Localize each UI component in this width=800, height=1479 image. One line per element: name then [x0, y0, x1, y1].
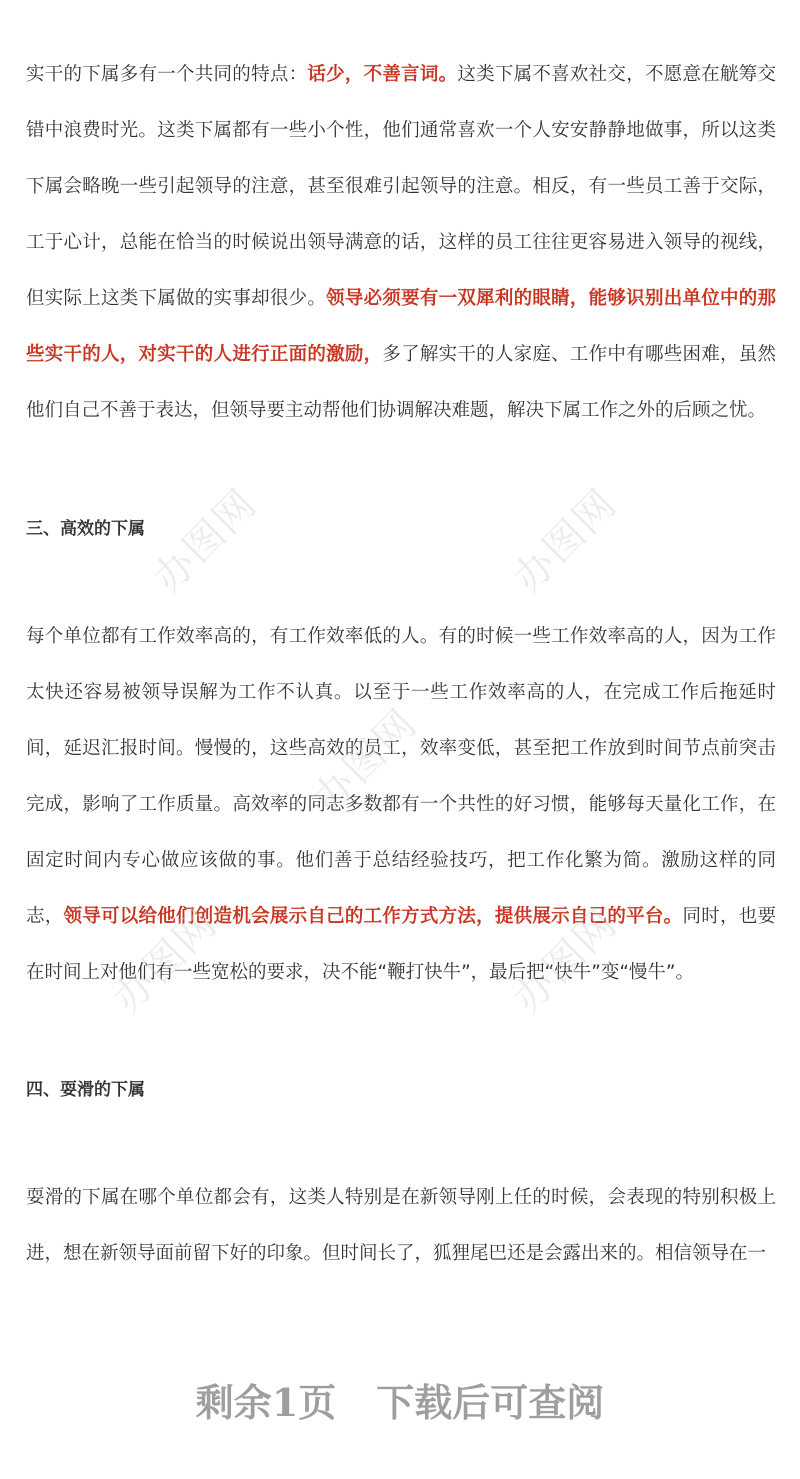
watermark-logo: 办图网 [504, 480, 627, 602]
highlight-text: 话少，不善言词。 [307, 64, 458, 85]
text-run: 多了解实干的人家庭、工作中有哪些困难，虽然他们自己不善于表达，但领导要主动帮他们协调解决难题，解决下属工作之外的后顾之忧。 [26, 344, 776, 421]
highlight-text: 领导必须要有一双犀利的眼睛，能够识别出单位中的那些实干的人，对实干的人进行正面的激励， [26, 288, 776, 365]
section-heading-efficient: 三、高效的下属 [26, 519, 145, 539]
watermark-logo: 办图网 [304, 700, 427, 822]
watermark-logo: 办图网 [144, 480, 267, 602]
remaining-pages-text: 剩余1页 [195, 1380, 337, 1425]
watermark-logo: 办图网 [104, 900, 227, 1022]
watermark-logo: 办图网 [504, 900, 627, 1022]
download-prompt[interactable] [0, 1372, 800, 1427]
text-run: 实干的下属多有一个共同的特点： [26, 64, 308, 85]
text-run: 每个单位都有工作效率高的，有工作效率低的人。有的时候一些工作效率高的人，因为工作太快还容易被领导误解为工作不认真。以至于一些工作效率高的人，在完成工作后拖延时间，延迟汇报时间。慢慢的，这些高效的员工，效率变低，甚至把工作放到时间节点前突击完成，影响了工作质量。高效率的同志多数都有一个共性的好习惯，能够每天量化工作，在固定时间内专心做应该做的事。他们善于总结经验技巧，把工作化繁为简。激励这样的同志， [26, 626, 776, 927]
paragraph-efficient-subordinates [26, 609, 776, 1001]
paragraph-slippery-subordinates [26, 1170, 776, 1282]
paragraph-diligent-subordinates [26, 47, 776, 439]
highlight-text: 领导可以给他们创造机会展示自己的工作方式方法，提供展示自己的平台。 [63, 906, 683, 927]
text-run: 耍滑的下属在哪个单位都会有，这类人特别是在新领导刚上任的时候，会表现的特别积极上进，想在新领导面前留下好的印象。但时间长了，狐狸尾巴还是会露出来的。相信领导在一 [26, 1187, 776, 1264]
text-run: 这类下属不喜欢社交，不愿意在觥筹交错中浪费时光。这类下属都有一些小个性，他们通常喜欢一个人安安静静地做事，所以这类下属会略晚一些引起领导的注意，甚至很难引起领导的注意。相反，有一些员工善于交际，工于心计，总能在恰当的时候说出领导满意的话，这样的员工往往更容易进入领导的视线，但实际上这类下属做的实事却很少。 [26, 64, 776, 309]
download-to-view-text: 下载后可查阅 [376, 1380, 605, 1425]
text-run: 同时，也要在时间上对他们有一些宽松的要求，决不能“鞭打快牛”，最后把“快牛”变“慢牛”。 [26, 906, 776, 983]
section-heading-slippery: 四、耍滑的下属 [26, 1080, 145, 1100]
